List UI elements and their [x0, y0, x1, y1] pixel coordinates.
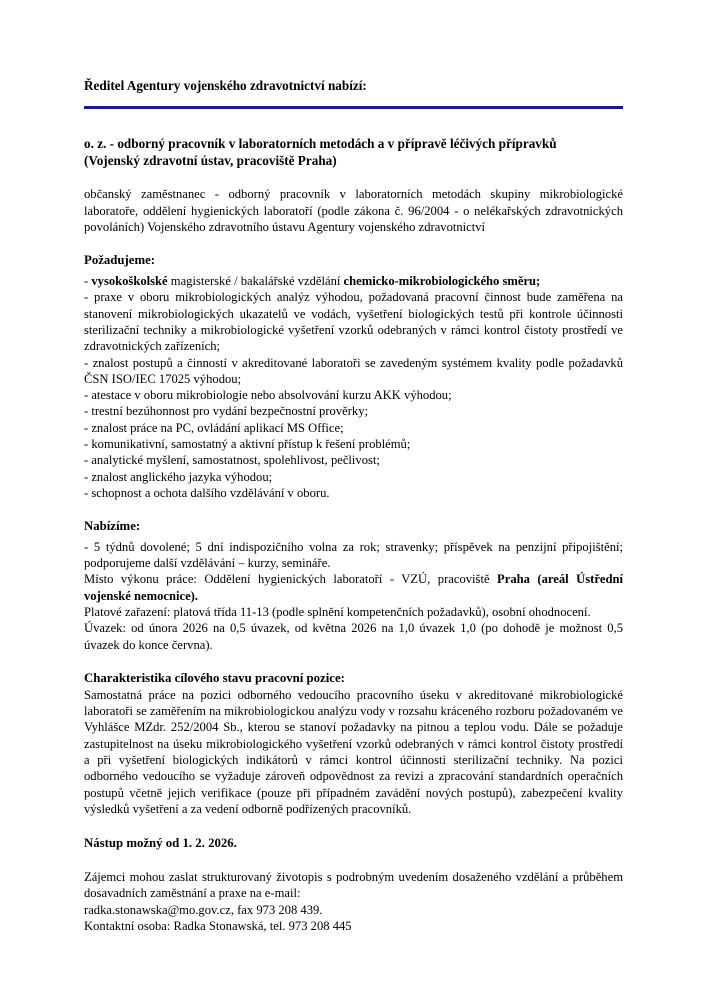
list-item-label: znalost postupů a činností v akreditované laboratoři se zavedeným systémem kvality podle požadavků ČSN ISO/IEC 17025 výhodou;: [84, 355, 623, 386]
contact-person: Kontaktní osoba: Radka Stonawská, tel. 973 208 445: [84, 918, 352, 933]
list-item: [84, 273, 623, 289]
offer-salary: Platové zařazení: platová třída 11-13 (podle splnění kompetenčních požadavků), osobní ohodnocení.: [84, 605, 591, 620]
job-title-line-1: o. z. - odborný pracovník v laboratorních metodách a v přípravě léčivých přípravků: [84, 135, 557, 151]
list-item-label: schopnost a ochota dalšího vzdělávání v oboru.: [91, 485, 330, 500]
offer-workplace-prefix: Místo výkonu práce: Oddělení hygienických laboratoří - VZÚ, pracoviště: [84, 572, 498, 587]
list-item: [84, 452, 623, 468]
list-item: [84, 403, 623, 419]
requirement-bold-education: vysokoškolské: [91, 274, 168, 289]
contact-email: radka.stonawska@mo.gov.cz, fax 973 208 439.: [84, 902, 323, 917]
requirements-list: [84, 273, 623, 501]
offer-workload: Úvazek: od února 2026 na 0,5 úvazek, od května 2026 na 1,0 úvazek 1,0 (po dohodě je možnost 0,5 úvazek do konce června).: [84, 621, 623, 652]
bullet-dash: -: [84, 453, 92, 468]
offer-block: [84, 539, 623, 653]
contact-instructions: Zájemci mohou zaslat strukturovaný životopis s podrobným uvedením dosaženého vzdělání a průběhem dosavadních zaměstnání a praxe na e-mail:: [84, 870, 623, 901]
list-item: [84, 355, 623, 388]
list-item: [84, 485, 623, 501]
bullet-dash: -: [84, 404, 92, 419]
bullet-dash: -: [84, 290, 95, 305]
bullet-dash: -: [84, 355, 93, 370]
list-item-label: trestní bezúhonnost pro vydání bezpečnostní prověrky;: [91, 404, 368, 419]
list-item: [84, 289, 623, 354]
characteristics-body: Samostatná práce na pozici odborného vedoucího pracovního úseku v akreditované mikrobiologické laboratoři se zaměřením na mikrobiologickou analýzu vody v rozsahu kráceného rozboru požadovaném ve Vyhlášce MZdr. 252/2004 Sb., kterou se stanoví požadavky na pitnou a teplou vodu. Dále se požaduje zastupitelnost na úseku mikrobiologického vyšetření vzorků odebraných v rámci kontrol čistoty prostředí a při vyšetření biologických indikátorů v rámci kontrol účinnosti sterilizační techniky. Na pozici odborného vedoucího se vyžaduje zároveň odpovědnost za revizi a zpracování standardních operačních postupů včetně jejich verifikace (pouze při případném zavádění nových postupů), zabezpečení kvality výsledků vyšetření a za vedení odborně podřízených pracovníků.: [84, 687, 623, 817]
requirement-mid-text: magisterské / bakalářské vzdělání: [167, 274, 344, 289]
start-date: Nástup možný od 1. 2. 2026.: [84, 836, 237, 851]
list-item: [84, 436, 623, 452]
requirement-bold-field: chemicko-mikrobiologického směru;: [343, 274, 541, 289]
list-item-label: komunikativní, samostatný a aktivní přístup k řešení problémů;: [91, 437, 411, 452]
list-item: [84, 469, 623, 485]
offer-workplace: [84, 571, 623, 604]
offer-workplace-location: Praha (areál Ústřední vojenské nemocnice).: [84, 572, 623, 603]
job-title: [84, 135, 623, 170]
list-item: [84, 420, 623, 436]
list-item-label: atestace v oboru mikrobiologie nebo absolvování kurzu AKK výhodou;: [91, 388, 452, 403]
title-divider: [84, 106, 623, 109]
offer-heading: Nabízíme:: [84, 519, 141, 534]
bullet-dash: -: [84, 274, 92, 289]
offer-benefits: - 5 týdnů dovolené; 5 dní indispozičního volna za rok; stravenky; příspěvek na penzijní připojištění; podporujeme další vzdělávání – kurzy, semináře.: [84, 539, 623, 571]
contact-block: [84, 869, 623, 934]
list-item-label: znalost anglického jazyka výhodou;: [91, 469, 273, 484]
list-item-label: analytické myšlení, samostatnost, spolehlivost, pečlivost;: [91, 453, 380, 468]
bullet-dash: -: [84, 388, 92, 403]
bullet-dash: -: [84, 485, 92, 500]
list-item-label: znalost práce na PC, ovládání aplikací MS Office;: [91, 420, 344, 435]
intro-paragraph: občanský zaměstnanec - odborný pracovník v laboratorních metodách skupiny mikrobiologické laboratoře, oddělení hygienických laboratoří (podle zákona č. 96/2004 - o nelékařských zdravotnických povoláních) Vojenského zdravotního ústavu Agentury vojenského zdravotnictví: [84, 187, 623, 235]
list-item: [84, 387, 623, 403]
bullet-dash: -: [84, 420, 92, 435]
page-title: Ředitel Agentury vojenského zdravotnictví nabízí:: [84, 78, 367, 93]
bullet-dash: -: [84, 437, 92, 452]
characteristics-heading: Charakteristika cílového stavu pracovní pozice:: [84, 670, 345, 685]
requirements-heading: Požadujeme:: [84, 253, 156, 268]
list-item-label: praxe v oboru mikrobiologických analýz výhodou, požadovaná pracovní činnost bude zaměřena na stanovení mikrobiologických ukazatelů ve vodách, vyšetření biologických testů při kontrole účinnosti sterilizační techniky a mikrobiologické vyšetření vzorků odebraných v rámci kontrol čistoty prostředí ve zdravotnických zařízeních;: [84, 290, 623, 354]
bullet-dash: -: [84, 469, 92, 484]
job-title-line-2: (Vojenský zdravotní ústav, pracoviště Praha): [84, 152, 337, 168]
